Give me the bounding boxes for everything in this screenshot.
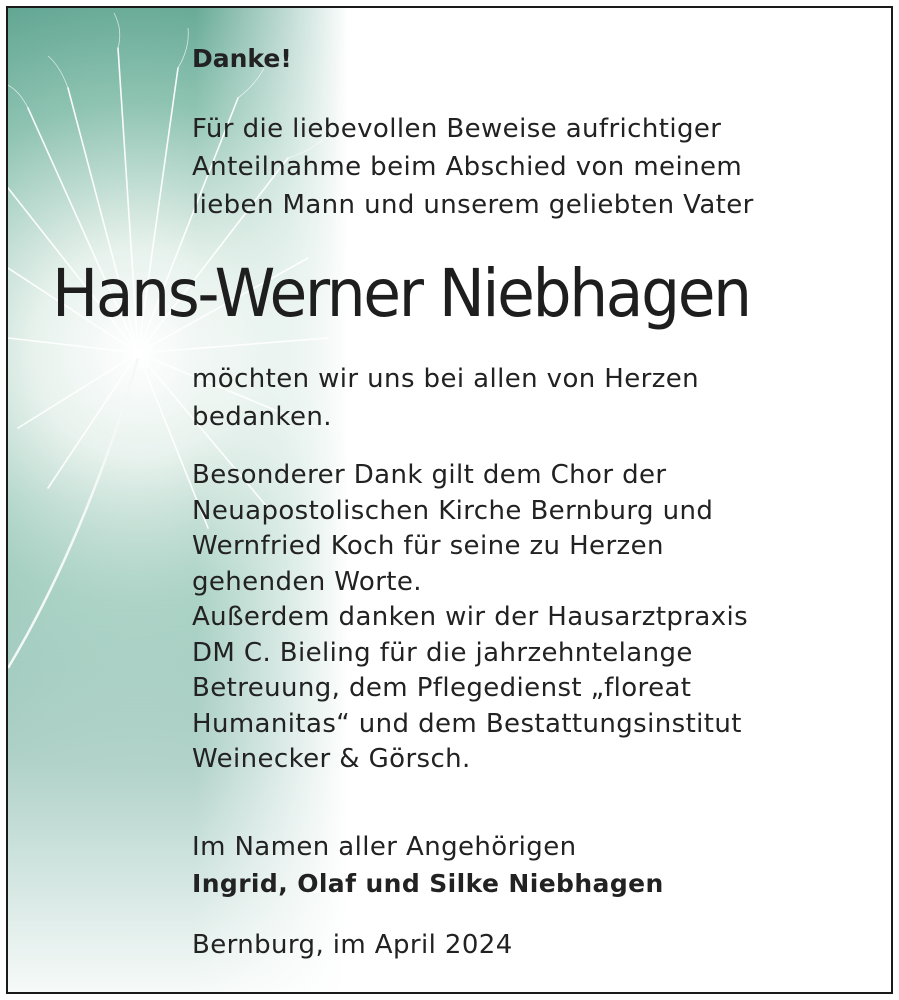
signatories: Ingrid, Olaf und Silke Niebhagen xyxy=(192,869,664,898)
special-line: Humanitas“ und dem Bestattungsinstitut xyxy=(192,708,742,739)
special-line: Weinecker & Görsch. xyxy=(192,744,471,774)
special-thanks-text xyxy=(192,458,748,778)
intro-line: lieben Mann und unserem geliebten Vater xyxy=(192,190,754,220)
special-line: Betreuung, dem Pflegedienst „floreat xyxy=(192,673,692,703)
special-line: gehenden Worte. xyxy=(192,566,422,597)
notice-heading: Danke! xyxy=(192,44,292,73)
intro-line: Für die liebevollen Beweise aufrichtiger xyxy=(192,114,722,144)
signoff-text: Im Namen aller Angehörigen xyxy=(192,832,577,862)
intro-text xyxy=(192,110,754,224)
deceased-name: Hans-Werner Niebhagen xyxy=(52,255,750,332)
thanks-text xyxy=(192,360,699,436)
special-line: DM C. Bieling für die jahrzehntelange xyxy=(192,637,693,668)
obituary-notice-card xyxy=(6,6,893,994)
thanks-line: möchten wir uns bei allen von Herzen xyxy=(192,364,700,394)
special-line: Besonderer Dank gilt dem Chor der xyxy=(192,460,667,490)
intro-line: Anteilnahme beim Abschied von meinem xyxy=(192,152,743,182)
special-line: Neuapostolischen Kirche Bernburg und xyxy=(192,495,714,526)
special-line: Außerdem danken wir der Hausarztpraxis xyxy=(192,602,749,632)
thanks-line: bedanken. xyxy=(192,402,332,432)
place-date: Bernburg, im April 2024 xyxy=(192,930,513,960)
special-line: Wernfried Koch für seine zu Herzen xyxy=(192,531,664,561)
